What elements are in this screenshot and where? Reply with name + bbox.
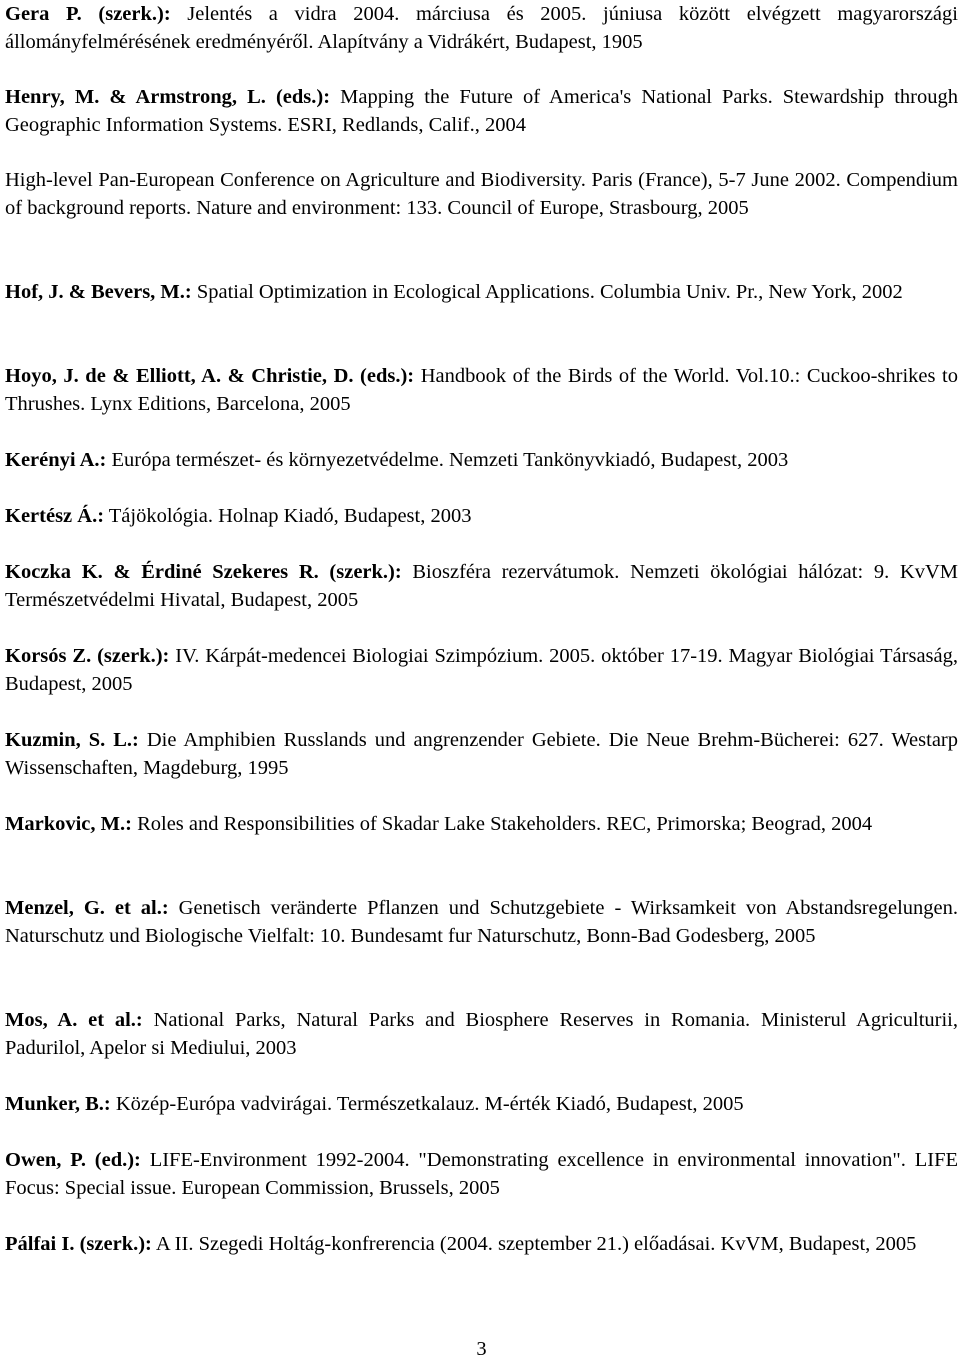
reference-entry <box>5 558 958 614</box>
reference-author: Munker, B.: <box>5 1093 111 1115</box>
reference-entry <box>5 278 958 306</box>
reference-text: Közép-Európa vadvirágai. Természetkalauz. M-érték Kiadó, Budapest, 2005 <box>110 1093 744 1115</box>
reference-text: Mapping the Future of America's National Parks. Stewardship through Geographic Information Systems. ESRI, Redlands, Calif., 2004 <box>5 86 958 136</box>
reference-text: Európa természet- és környezetvédelme. Nemzeti Tankönyvkiadó, Budapest, 2003 <box>106 449 789 471</box>
reference-text: Roles and Responsibilities of Skadar Lake Stakeholders. REC, Primorska; Beograd, 2004 <box>131 813 873 835</box>
reference-text: Tájökológia. Holnap Kiadó, Budapest, 2003 <box>104 505 472 527</box>
reference-text: Spatial Optimization in Ecological Applications. Columbia Univ. Pr., New York, 2002 <box>191 281 903 303</box>
reference-author: Hoyo, J. de & Elliott, A. & Christie, D. (eds.): <box>5 365 415 387</box>
reference-entry <box>5 726 958 782</box>
reference-text: Handbook of the Birds of the World. Vol.10.: Cuckoo-shrikes to Thrushes. Lynx Editions, Barcelona, 2005 <box>5 365 959 415</box>
reference-text: Die Amphibien Russlands und angrenzender Gebiete. Die Neue Brehm-Bücherei: 627. Westarp Wissenschaften, Magdeburg, 1995 <box>5 729 958 779</box>
reference-entry <box>5 894 958 950</box>
reference-text: A II. Szegedi Holtág-konfrerencia (2004. szeptember 21.) előadásai. KvVM, Budapest, 2005 <box>151 1233 917 1255</box>
reference-entry <box>5 1146 958 1202</box>
reference-author: Pálfai I. (szerk.): <box>5 1233 152 1255</box>
reference-text: National Parks, Natural Parks and Biosphere Reserves in Romania. Ministerul Agriculturii, Padurilol, Apelor si Mediului, 2003 <box>5 1009 958 1059</box>
reference-text: High-level Pan-European Conference on Agriculture and Biodiversity. Paris (France), 5-7 June 2002. Compendium of background reports. Nature and environment: 133. Council of Europe, Strasbourg, 2005 <box>5 169 958 219</box>
reference-text: Bioszféra rezervátumok. Nemzeti ökológiai hálózat: 9. KvVM Természetvédelmi Hivatal, Budapest, 2005 <box>5 561 958 611</box>
reference-entry <box>5 1230 958 1258</box>
reference-author: Kuzmin, S. L.: <box>5 729 139 751</box>
reference-entry <box>5 166 958 222</box>
reference-entry <box>5 0 958 56</box>
reference-text: Jelentés a vidra 2004. márciusa és 2005. júniusa között elvégzett magyarországi állományfelmérésének eredményéről. Alapítvány a Vidrákért, Budapest, 1905 <box>5 3 958 53</box>
document-page <box>5 0 958 1358</box>
reference-text: LIFE-Environment 1992-2004. "Demonstrating excellence in environmental innovation". LIFE Focus: Special issue. European Commission, Brussels, 2005 <box>5 1149 958 1199</box>
reference-entry <box>5 1006 958 1062</box>
reference-author: Gera P. (szerk.): <box>5 3 171 25</box>
reference-entry <box>5 642 958 698</box>
reference-entry <box>5 83 958 139</box>
reference-author: Kerényi A.: <box>5 449 107 471</box>
reference-author: Owen, P. (ed.): <box>5 1149 141 1171</box>
reference-entry <box>5 502 958 530</box>
reference-author: Menzel, G. et al.: <box>5 897 169 919</box>
reference-text: Genetisch veränderte Pflanzen und Schutzgebiete - Wirksamkeit von Abstandsregelungen. Naturschutz und Biologische Vielfalt: 10. Bundesamt fur Naturschutz, Bonn-Bad Godesberg, 2005 <box>5 897 958 947</box>
reference-author: Korsós Z. (szerk.): <box>5 645 170 667</box>
reference-author: Kertész Á.: <box>5 505 105 527</box>
page-number: 3 <box>476 1338 487 1360</box>
reference-author: Koczka K. & Érdiné Szekeres R. (szerk.): <box>5 561 402 583</box>
reference-entry <box>5 362 958 418</box>
reference-author: Mos, A. et al.: <box>5 1009 143 1031</box>
reference-entry <box>5 1090 958 1118</box>
reference-text: IV. Kárpát-medencei Biologiai Szimpózium. 2005. október 17-19. Magyar Biológiai Társaság, Budapest, 2005 <box>5 645 958 695</box>
reference-entry <box>5 446 958 474</box>
reference-author: Markovic, M.: <box>5 813 132 835</box>
reference-author: Henry, M. & Armstrong, L. (eds.): <box>5 86 331 108</box>
reference-entry <box>5 810 958 838</box>
reference-author: Hof, J. & Bevers, M.: <box>5 281 192 303</box>
